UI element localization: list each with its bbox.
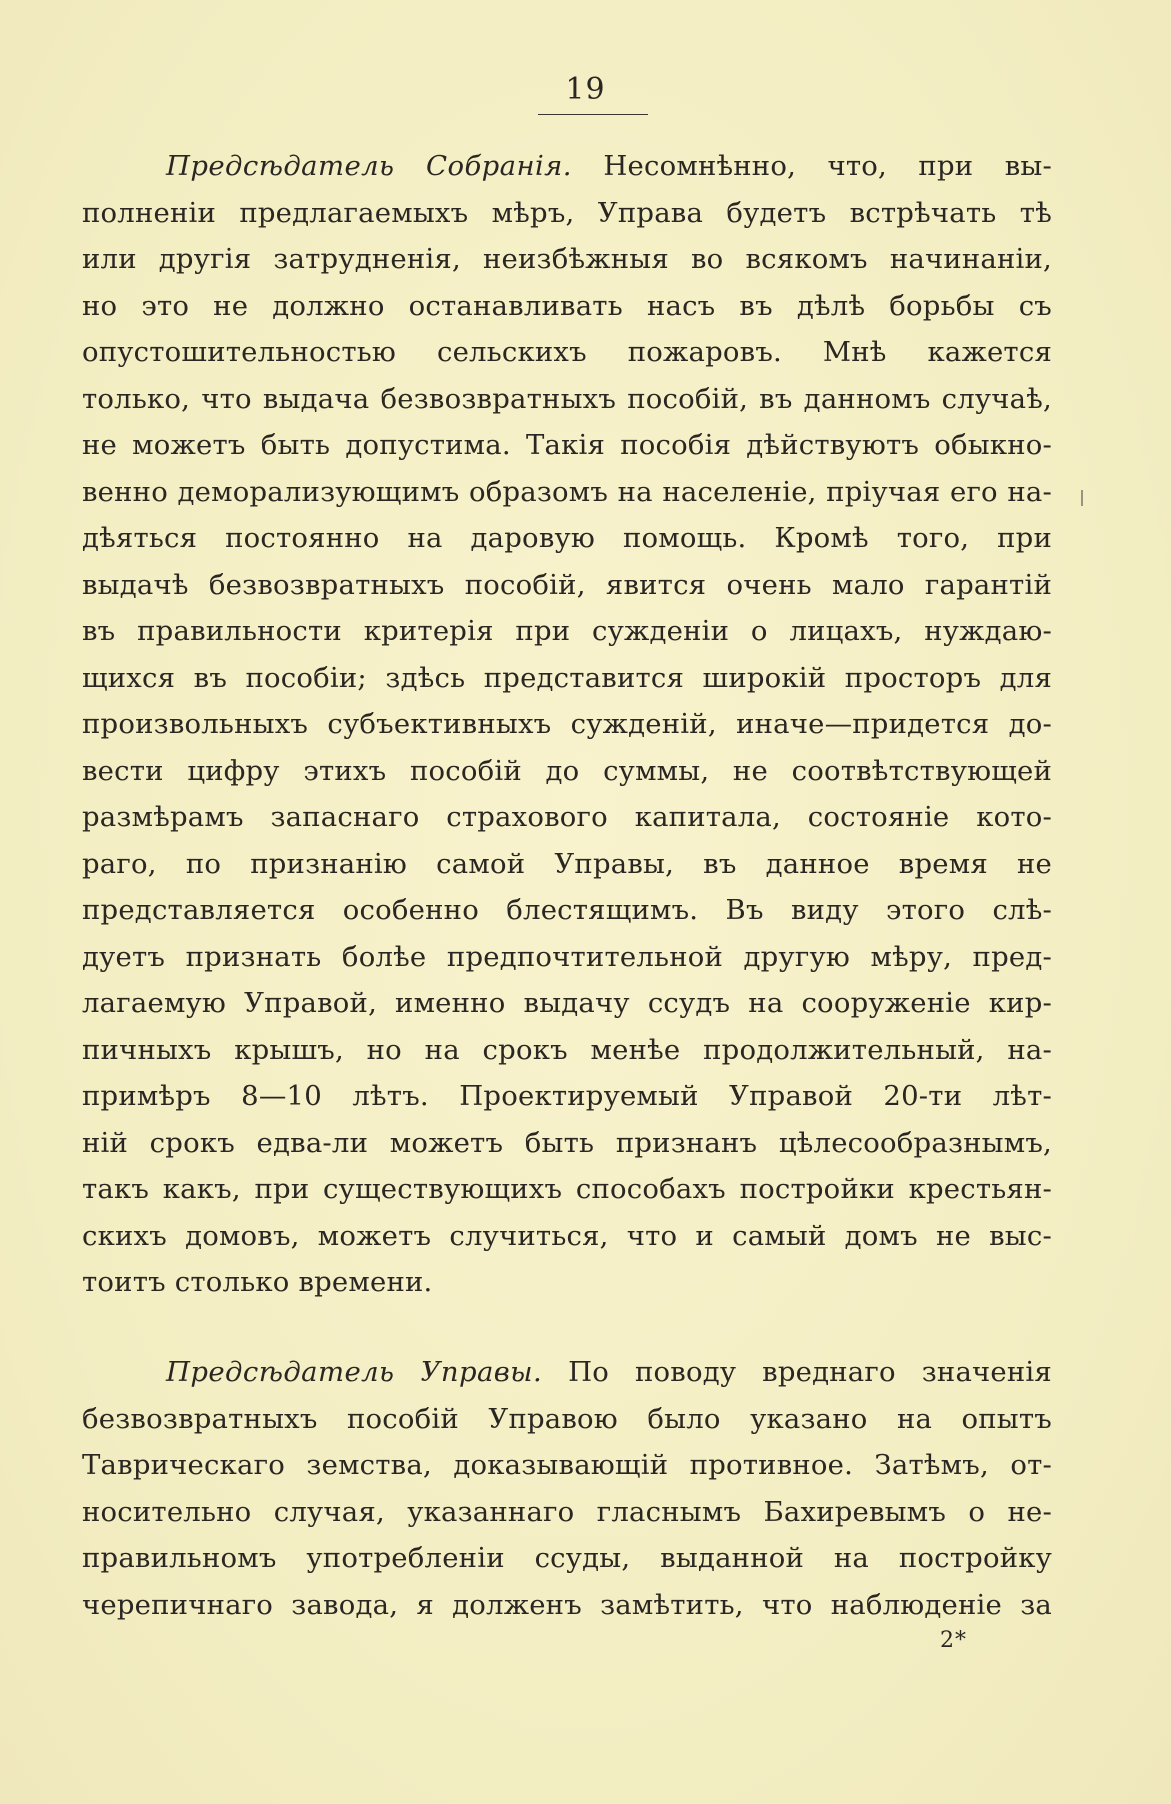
text-line: Таврическаго земства, доказывающій противное. Затѣмъ, от- [82, 1449, 1052, 1481]
text-line: но это не должно останавливать насъ въ дѣлѣ борьбы съ [82, 290, 1052, 322]
text-line: ній срокъ едва-ли можетъ быть признанъ цѣлесообразнымъ, [82, 1127, 1052, 1159]
printer-signature-mark: 2* [940, 1628, 967, 1653]
text-line: размѣрамъ запаснаго страхового капитала, состояніе кото- [82, 801, 1052, 833]
text-line: черепичнаго завода, я долженъ замѣтить, что наблюденіе за [82, 1589, 1052, 1621]
text-line: лагаемую Управой, именно выдачу ссудъ на сооруженіе кир- [82, 987, 1052, 1019]
margin-mark [1081, 490, 1083, 506]
text-line: въ правильности критерія при сужденіи о лицахъ, нуждаю- [82, 615, 1052, 647]
text-line: тоитъ столько времени. [82, 1266, 433, 1298]
text-line: раго, по признанію самой Управы, въ данное время не [82, 848, 1052, 880]
paragraph-1-line-1 [166, 149, 1052, 183]
text-line: скихъ домовъ, можетъ случиться, что и самый домъ не выс- [82, 1220, 1052, 1252]
paragraph-2-first-line-text: По поводу вреднаго значенія [568, 1356, 1052, 1388]
text-line: произвольныхъ субъективныхъ сужденій, иначе—придется до- [82, 708, 1052, 740]
header-rule [538, 114, 648, 115]
speaker-chairman-board: Предсѣдатель Управы. [166, 1356, 543, 1388]
text-line: щихся въ пособіи; здѣсь представится широкій просторъ для [82, 662, 1052, 694]
speaker-chairman-assembly: Предсѣдатель Собранія. [166, 150, 572, 182]
text-line: правильномъ употребленіи ссуды, выданной на постройку [82, 1542, 1052, 1574]
text-line: вести цифру этихъ пособій до суммы, не соотвѣтствующей [82, 755, 1052, 787]
text-line: дѣяться постоянно на даровую помощь. Кромѣ того, при [82, 522, 1052, 554]
text-line: или другія затрудненія, неизбѣжныя во всякомъ начинаніи, [82, 243, 1052, 275]
text-line: венно деморализующимъ образомъ на населеніе, пріучая его на- [82, 476, 1052, 508]
text-line: примѣръ 8—10 лѣтъ. Проектируемый Управой 20-ти лѣт- [82, 1080, 1052, 1112]
text-line: пичныхъ крышъ, но на срокъ менѣе продолжительный, на- [82, 1034, 1052, 1066]
text-line: не можетъ быть допустима. Такія пособія дѣйствуютъ обыкно- [82, 429, 1052, 461]
page-number: 19 [565, 72, 606, 107]
text-line: опустошительностью сельскихъ пожаровъ. Мнѣ кажется [82, 336, 1052, 368]
text-line: носительно случая, указаннаго гласнымъ Бахиревымъ о не- [82, 1496, 1052, 1528]
text-line: дуетъ признать болѣе предпочтительной другую мѣру, пред- [82, 941, 1052, 973]
text-line: полненіи предлагаемыхъ мѣръ, Управа будетъ встрѣчать тѣ [82, 197, 1052, 229]
text-line: такъ какъ, при существующихъ способахъ постройки крестьян- [82, 1173, 1052, 1205]
text-line: выдачѣ безвозвратныхъ пособій, явится очень мало гарантій [82, 569, 1052, 601]
text-line: представляется особенно блестящимъ. Въ виду этого слѣ- [82, 894, 1052, 926]
text-line: только, что выдача безвозвратныхъ пособій, въ данномъ случаѣ, [82, 383, 1052, 415]
paragraph-2-line-1 [166, 1355, 1052, 1389]
text-line: безвозвратныхъ пособій Управою было указано на опытъ [82, 1403, 1052, 1435]
paragraph-1-first-line-text: Несомнѣнно, что, при вы- [603, 150, 1052, 182]
